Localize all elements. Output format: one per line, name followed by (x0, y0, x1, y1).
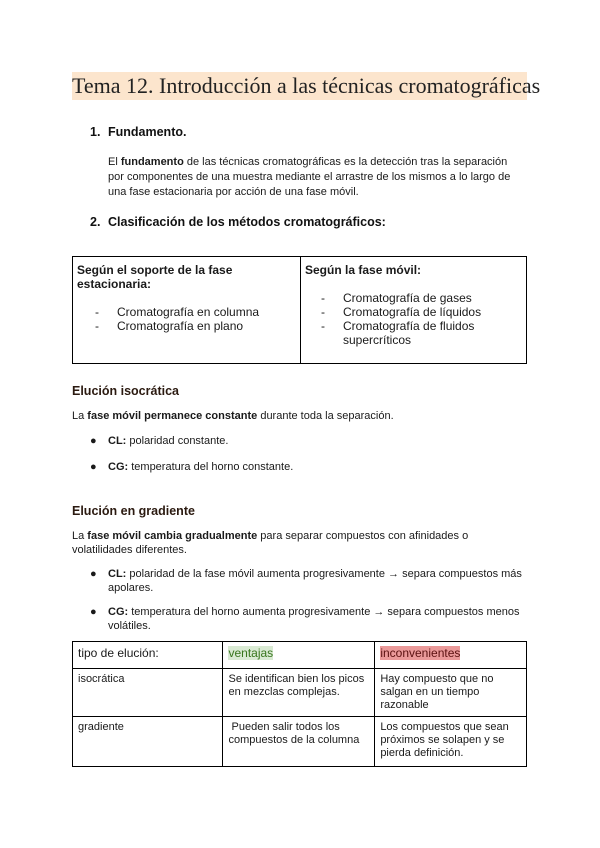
section-2-heading (90, 214, 386, 230)
table-cell (223, 717, 375, 767)
classification-col-stationary (73, 257, 301, 363)
intro-text: para separar compuestos con afinidades o (257, 530, 469, 542)
list-item: - Cromatografía en columna (95, 305, 259, 319)
bullet-label: CL: (108, 568, 127, 580)
intro-text: La (72, 410, 88, 422)
para-text: El (108, 156, 121, 168)
section-1-number: 1. (90, 125, 101, 139)
gradient-intro (72, 529, 532, 557)
cell-line: compuestos de la columna (228, 734, 360, 746)
header-text: tipo de elución: (78, 646, 159, 660)
gradient-bullet-cg (90, 605, 530, 633)
table-cell: isocrática (73, 669, 223, 717)
header-pros: ventajas (228, 646, 274, 660)
section-2-title: Clasificación de los métodos cromatográficos: (108, 215, 386, 229)
bullet-text: polaridad constante. (126, 435, 229, 447)
table-cell (223, 669, 375, 717)
intro-text: volatilidades diferentes. (72, 544, 187, 556)
bullet-text: temperatura del horno aumenta progresivamente → separa compuestos menos (128, 606, 520, 618)
cell-line: salgan en un tiempo (380, 686, 480, 698)
list-item: - Cromatografía de fluidos supercríticos (321, 319, 511, 347)
isocratic-bullet-cg (90, 460, 530, 474)
page-title: Tema 12. Introducción a las técnicas cromatográficas (72, 73, 541, 98)
classification-col-mobile (301, 257, 526, 363)
dash-list (95, 305, 259, 333)
cell-line: razonable (380, 699, 429, 711)
bullet-icon: ● (90, 461, 97, 473)
list-item: - Cromatografía de líquidos (321, 305, 511, 319)
fundamento-paragraph (108, 155, 528, 200)
header-cell (223, 642, 375, 669)
isocratic-heading: Elución isocrática (72, 384, 179, 398)
isocratic-intro (72, 409, 532, 423)
intro-text: La (72, 530, 88, 542)
isocratic-bullet-cl (90, 434, 530, 448)
header-cell (375, 642, 527, 669)
section-2-number: 2. (90, 215, 101, 229)
bullet-text: temperatura del horno constante. (128, 461, 294, 473)
para-bold: fundamento (120, 156, 184, 168)
cell-line: Hay compuesto que no (380, 673, 494, 685)
list-item: - Cromatografía en plano (95, 319, 259, 333)
cell-line: en mezclas complejas. (228, 686, 340, 698)
bullet-label: CL: (108, 435, 127, 447)
table-cell (375, 669, 527, 717)
table-header-row (73, 642, 527, 669)
para-line: una fase estacionaria por acción de una fase móvil. (108, 186, 359, 198)
cell-line: próximos se solapen y se (380, 734, 505, 746)
header-cell (73, 642, 223, 669)
bullet-text: volátiles. (108, 620, 151, 632)
para-line (108, 155, 528, 170)
section-1-heading (90, 124, 186, 140)
bullet-icon: ● (90, 568, 97, 580)
cell-line: Se identifican bien los picos (228, 673, 365, 685)
table-row (73, 669, 527, 717)
gradient-heading: Elución en gradiente (72, 504, 195, 518)
table-cell: gradiente (73, 717, 223, 767)
gradient-bullet-cl (90, 567, 530, 595)
table-row (73, 717, 527, 767)
cell-line: Pueden salir todos los (228, 721, 340, 733)
comparison-table (72, 641, 527, 767)
bullet-text: polaridad de la fase móvil aumenta progresivamente → separa compuestos más (126, 568, 522, 580)
cell-line: pierda definición. (380, 747, 464, 759)
section-1-title: Fundamento. (108, 125, 187, 139)
col-heading: Según la fase móvil: (305, 263, 422, 277)
para-text: de las técnicas cromatográficas es la detección tras la separación (183, 156, 508, 168)
classification-table (72, 256, 527, 364)
table-cell (375, 717, 527, 767)
dash-list (321, 291, 511, 347)
list-item: - Cromatografía de gases (321, 291, 511, 305)
cell-line: Los compuestos que sean (380, 721, 509, 733)
intro-text: durante toda la separación. (257, 410, 394, 422)
header-cons: inconvenientes (380, 646, 461, 660)
bullet-text: apolares. (108, 582, 154, 594)
intro-bold: fase móvil permanece constante (87, 410, 258, 422)
para-line: por componentes de una muestra mediante el arrastre de los mismos a lo largo de (108, 171, 511, 183)
col-heading: Según el soporte de la fase estacionaria: (77, 263, 233, 291)
intro-bold: fase móvil cambia gradualmente (87, 530, 258, 542)
bullet-icon: ● (90, 435, 97, 447)
bullet-label: CG: (108, 606, 129, 618)
bullet-label: CG: (108, 461, 129, 473)
bullet-icon: ● (90, 606, 97, 618)
